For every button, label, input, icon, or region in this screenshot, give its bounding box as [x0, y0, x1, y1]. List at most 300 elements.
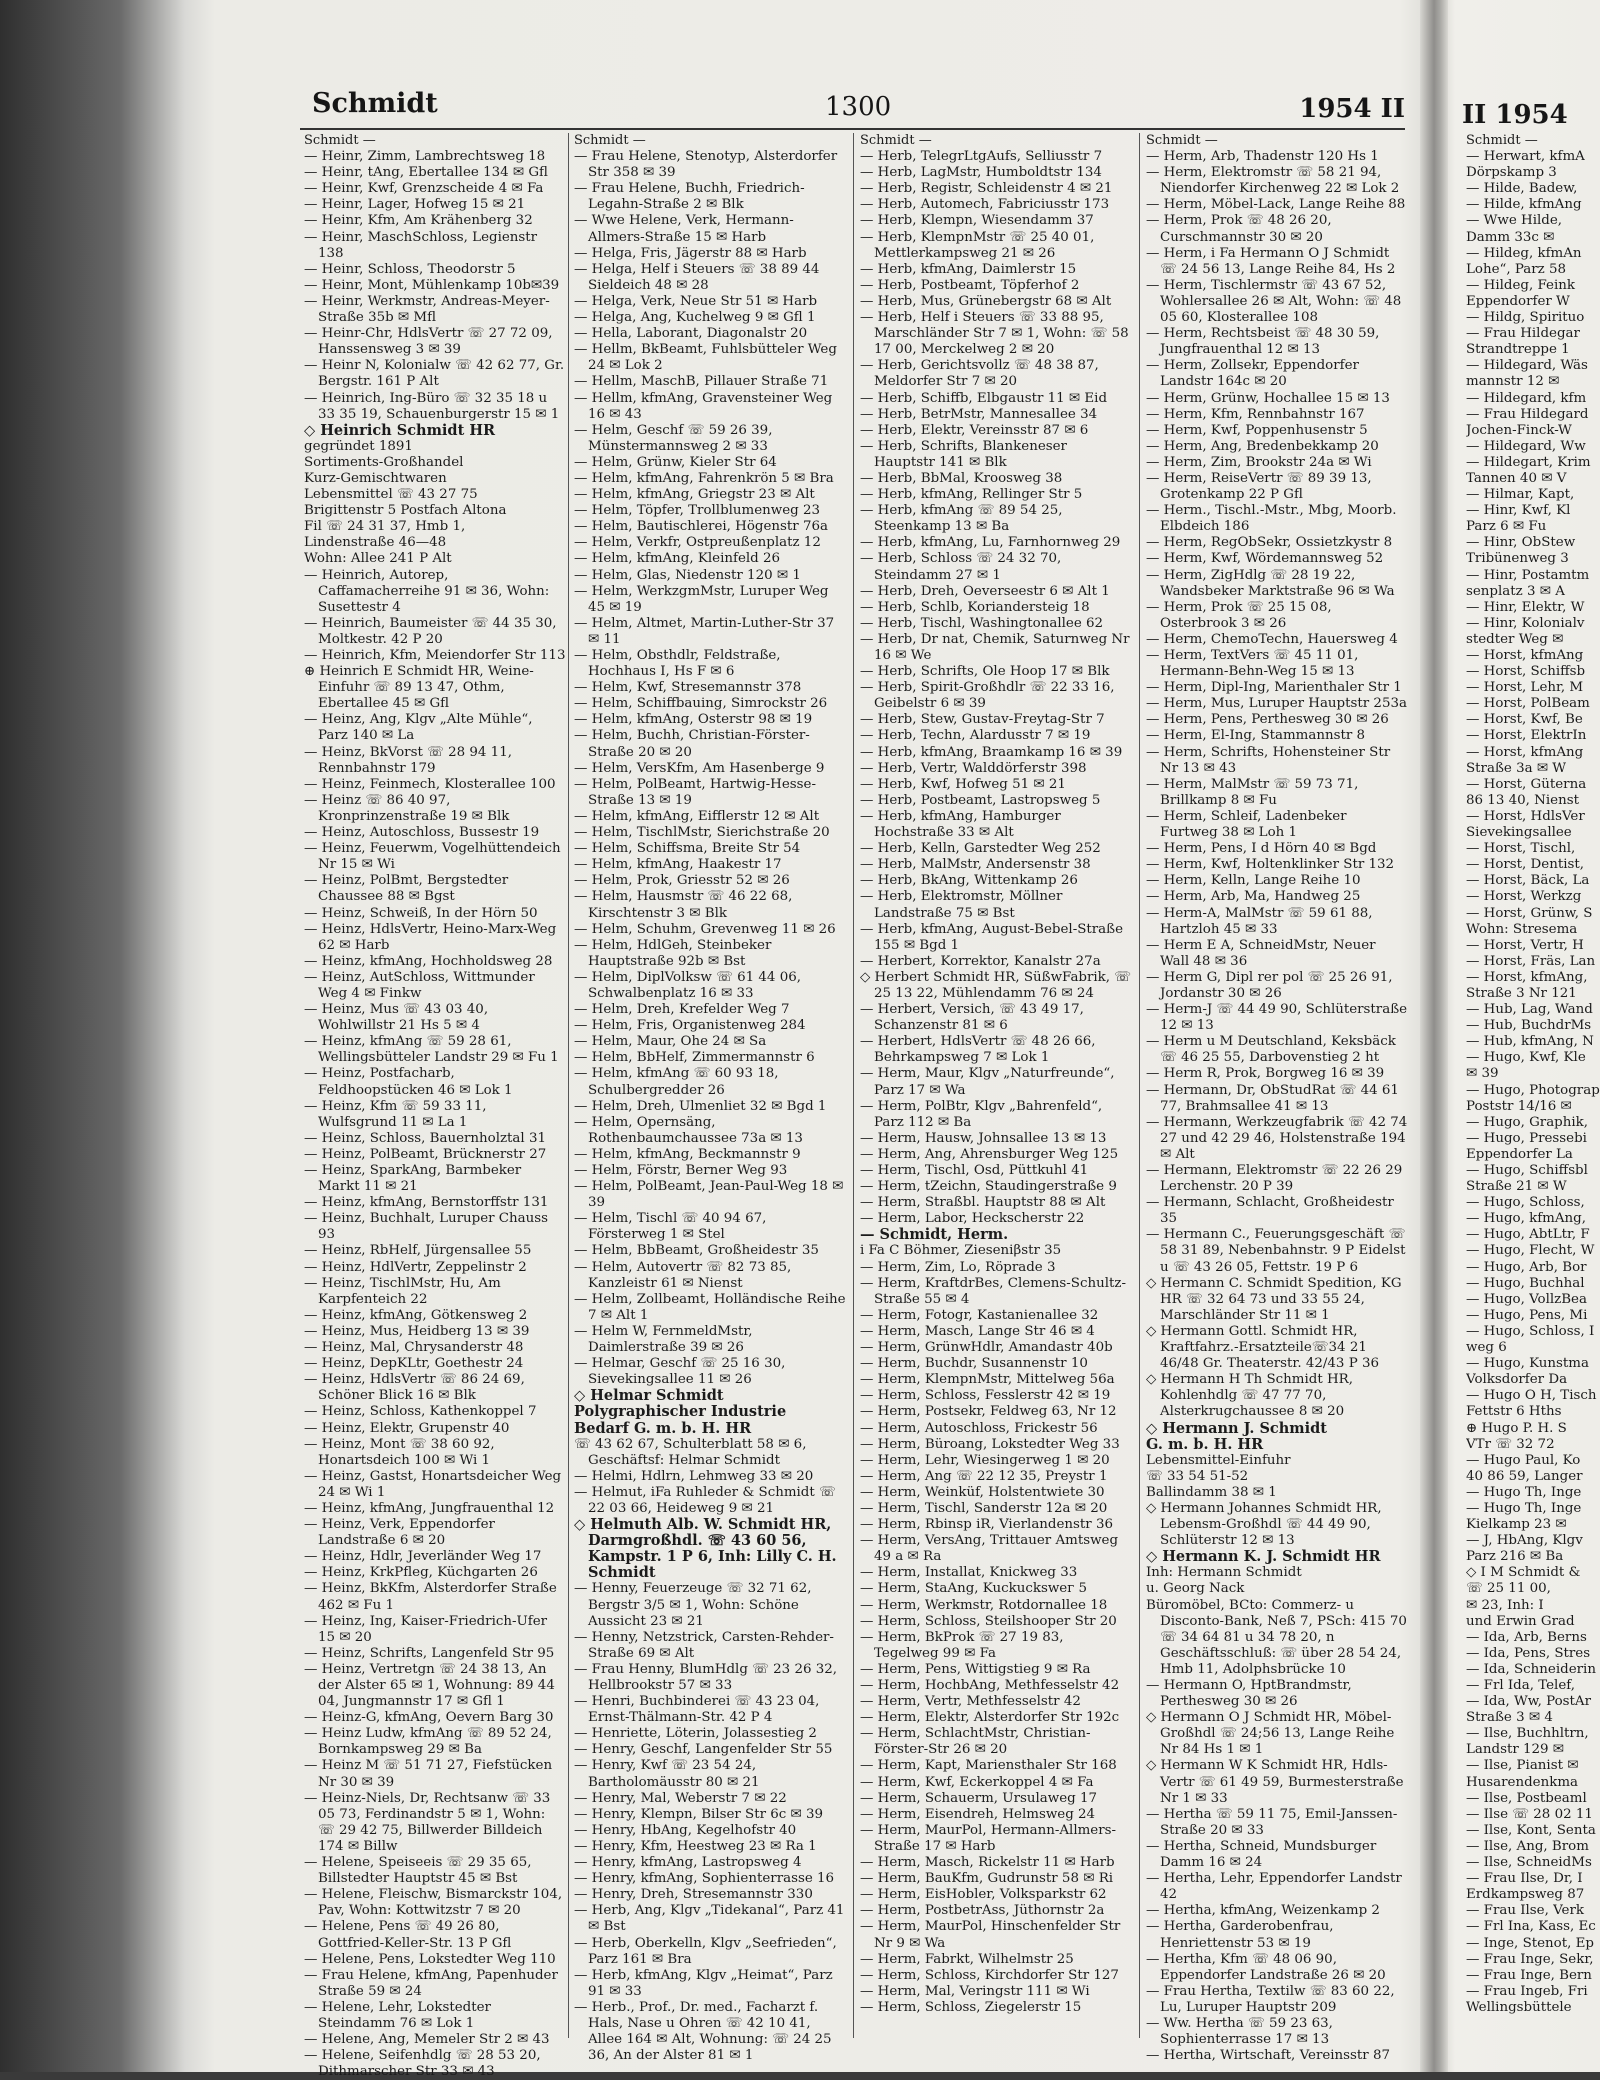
directory-entry: — Herbert, Korrektor, Kanalstr 27a: [860, 953, 1101, 969]
directory-entry: ☏ 33 54 51-52: [1146, 1468, 1249, 1484]
directory-entry: — Herm, Kwf, Wördemannsweg 52: [1146, 551, 1384, 567]
directory-entry: — Hertha, Garderobenfrau, Henriettenstr 53 ✉ 19: [1146, 1919, 1334, 1951]
directory-entry: — Helm, Prok, Griesstr 52 ✉ 26: [574, 873, 790, 889]
directory-entry: — Helm, Opernsäng, Rothenbaumchaussee 73a ✉ 13: [574, 1114, 803, 1146]
directory-entry: — Helm, kfmAng, Beckmannstr 9: [574, 1146, 801, 1162]
directory-entry: — Herm, Werkmstr, Rotdornallee 18: [860, 1597, 1108, 1613]
directory-entry: — Herm, Möbel-Lack, Lange Reihe 88: [1146, 197, 1406, 213]
directory-entry: — Frau Helene, kfmAng, Papenhuder Straße 59 ✉ 24: [304, 1967, 558, 1999]
directory-entry: — Frau Inge, Bern: [1466, 1967, 1592, 1983]
column-head: Schmidt —: [1146, 133, 1218, 148]
directory-entry: Parz 216 ✉ Ba: [1466, 1549, 1564, 1565]
directory-entry: — Herm u M Deutschland, Keksbäck ☏ 46 25 55, Darbovenstieg 2 ht: [1146, 1034, 1396, 1066]
directory-entry: — Herm, Arb, Thadenstr 120 Hs 1: [1146, 149, 1379, 165]
directory-entry: — Hella, Laborant, Diagonalstr 20: [574, 326, 808, 342]
directory-entry: — Hugo, Kunstma: [1466, 1356, 1589, 1372]
directory-entry: — Herm, Kwf, Eckerkoppel 4 ✉ Fa: [860, 1774, 1094, 1790]
directory-entry: — Herm, Straßbl. Hauptstr 88 ✉ Alt: [860, 1195, 1106, 1211]
directory-entry: — Frau Helene, Buchh, Friedrich-Legahn-Straße 2 ✉ Blk: [574, 181, 805, 213]
directory-entry: — Heinz, Ang, Klgv „Alte Mühle“, Parz 140 ✉ La: [304, 712, 533, 744]
directory-entry: ◇ Helmuth Alb. W. Schmidt HR, Darmgroßhdl. ☏ 43 60 56, Kampstr. 1 P 6, Inh: Lilly C. H. Schmidt: [574, 1516, 837, 1582]
directory-entry: — Wwe Hilde,: [1466, 213, 1563, 229]
directory-entry: — Frau Henny, BlumHdlg ☏ 23 26 32, Hellbrookstr 57 ✉ 33: [574, 1661, 838, 1693]
directory-entry: — Heinz, PolBmt, Bergstedter Chaussee 88 ✉ Bgst: [304, 873, 509, 905]
directory-entry: Lindenstraße 46—48: [304, 535, 447, 551]
directory-entry: — Frau Hildegard: [1466, 406, 1589, 422]
directory-entry: Lebensmittel ☏ 43 27 75: [304, 487, 478, 503]
directory-entry: — Heinz, kfmAng, Jungfrauenthal 12: [304, 1500, 555, 1516]
directory-entry: — Herm, ChemoTechn, Hauersweg 4: [1146, 631, 1398, 647]
directory-entry: — Helm, PolBeamt, Hartwig-Hesse-Straße 13 ✉ 19: [574, 776, 816, 808]
directory-entry: ✉ 39: [1466, 1066, 1499, 1082]
directory-entry: senplatz 3 ✉ A: [1466, 583, 1565, 599]
directory-entry: — Helm, Glas, Niedenstr 120 ✉ 1: [574, 567, 801, 583]
directory-entry: — Helm W, FernmeldMstr, Daimlerstraße 39 ✉ 26: [574, 1323, 753, 1356]
directory-entry: — Heinz, Mal, Chrysanderstr 48: [304, 1340, 524, 1356]
directory-entry: Kurz-Gemischtwaren: [304, 470, 447, 486]
directory-entry: — Herm-A, MalMstr ☏ 59 61 88, Hartzloh 45 ✉ 33: [1146, 905, 1373, 937]
directory-entry: — Heinz, kfmAng ☏ 59 28 61, Wellingsbütteler Landstr 29 ✉ Fu 1: [304, 1034, 559, 1066]
directory-entry: ◇ Hermann W K Schmidt HR, Hdls-Vertr ☏ 61 49 59, Burmesterstraße Nr 1 ✉ 33: [1146, 1758, 1404, 1806]
directory-entry: — Herm, Maur, Klgv „Naturfreunde“, Parz 17 ✉ Wa: [860, 1066, 1115, 1098]
directory-entry: — Herm, Tischl, Sanderstr 12a ✉ 20: [860, 1500, 1108, 1516]
directory-entry: 40 86 59, Langer: [1466, 1468, 1583, 1484]
directory-entry: — Hermann, Schlacht, Großheidestr 35: [1146, 1195, 1394, 1227]
directory-entry: — Helm, PolBeamt, Jean-Paul-Weg 18 ✉ 39: [574, 1179, 844, 1211]
directory-entry: — Horst, Werkzg: [1466, 889, 1582, 905]
directory-entry: — Herwart, kfmA: [1466, 149, 1585, 165]
directory-entry: — Herm, StaAng, Kuckuckswег 5: [860, 1581, 1088, 1597]
directory-entry: — Heinz, Hdlr, Jeverländer Weg 17: [304, 1549, 542, 1565]
directory-entry: — Hilde, Badew,: [1466, 181, 1578, 197]
directory-entry: — Herm, Zim, Brookstr 24a ✉ Wi: [1146, 454, 1372, 470]
directory-entry: — Herm, Zollsekr, Eppendorfer Landstr 164c ✉ 20: [1146, 358, 1359, 390]
directory-entry: mannstr 12 ✉: [1466, 374, 1560, 390]
directory-entry: — Heinz, HdlsVertr ☏ 86 24 69, Schöner Blick 16 ✉ Blk: [304, 1372, 525, 1404]
directory-entry: Eppendorfer La: [1466, 1146, 1573, 1162]
directory-entry: — Schmidt, Herm.: [860, 1226, 1009, 1244]
directory-entry: Erdkampsweg 87: [1466, 1887, 1585, 1903]
directory-entry: — Helm, VersKfm, Am Hasenberge 9: [574, 760, 825, 776]
directory-entry: — Helm, Obsthdlr, Feldstraße, Hochhaus I, Hs F ✉ 6: [574, 648, 781, 680]
directory-entry: Volksdorfer Da: [1466, 1372, 1568, 1388]
directory-entry: — Hub, Lag, Wand: [1466, 1002, 1593, 1018]
directory-entry: — Hinr, Kolonialv: [1466, 615, 1585, 631]
directory-entry: — Helm, Buchh, Christian-Förster-Straße 20 ✉ 20: [574, 728, 810, 760]
column-head: Schmidt —: [860, 133, 932, 148]
directory-entry: — Helm, kfmAng, Fahrenkrön 5 ✉ Bra: [574, 470, 834, 486]
directory-entry: — Helm, kfmAng, Griegstr 23 ✉ Alt: [574, 487, 815, 503]
directory-entry: — Henry, HbAng, Kegelhofstr 40: [574, 1822, 797, 1838]
directory-entry: — Herm, Tischlermstr ☏ 43 67 52, Wohlersallee 26 ✉ Alt, Wohn: ☏ 48 05 60, Klosterallee 108: [1146, 277, 1402, 326]
directory-column-3: [860, 133, 1132, 2016]
directory-entry: — Herm., Tischl.-Mstr., Mbg, Moorb. Elbdeich 186: [1146, 503, 1397, 535]
directory-entry: — Wwe Helene, Verk, Hermann-Allmers-Straße 15 ✉ Harb: [574, 213, 794, 245]
directory-entry: — Heinz M ☏ 51 71 27, Fiefstücken Nr 30 ✉ 39: [304, 1758, 553, 1790]
directory-entry: — Herm, Dipl-Ing, Marienthaler Str 1: [1146, 680, 1402, 696]
directory-entry: — Herm, Rbinsp iR, Vierlandenstr 36: [860, 1517, 1114, 1533]
directory-entry: — Heinz, Postfacharb, Feldhoopstücken 46 ✉ Lok 1: [304, 1066, 513, 1098]
directory-entry: — Hermann C., Feuerungsgeschäft ☏ 58 31 89, Nebenbahnstr. 9 P Eidelst u ☏ 43 26 05, Fettstr. 19 P 6: [1146, 1227, 1406, 1275]
directory-entry: — Herb, Techn, Alardusstr 7 ✉ 19: [860, 728, 1091, 744]
directory-entry: Straße 21 ✉ W: [1466, 1179, 1567, 1195]
directory-entry: — Hugo, Arb, Bor: [1466, 1259, 1587, 1275]
directory-entry: — Hertha, Schneid, Mundsburger Damm 16 ✉ 24: [1146, 1838, 1377, 1871]
directory-entry: — Herm, Kfm, Rennbahnstr 167: [1146, 406, 1365, 422]
directory-entry: — Helm, Zollbeamt, Holländische Reihe 7 ✉ Alt 1: [574, 1291, 846, 1323]
directory-entry: — Heinz-Niels, Dr, Rechtsanw ☏ 33 05 73, Ferdinandstr 5 ✉ 1, Wohn: ☏ 29 42 75, Billwerder Billdeich 174 ✉ Billw: [304, 1790, 551, 1854]
directory-entry: ◇ Hermann K. J. Schmidt HR: [1146, 1548, 1381, 1566]
directory-entry: — Horst, kfmAng,: [1466, 969, 1588, 985]
directory-entry: — Herm, Pens, Perthesweg 30 ✉ 26: [1146, 712, 1389, 728]
directory-entry: — Herm, Schleif, Ladenbeker Furtweg 38 ✉ Loh 1: [1146, 808, 1347, 841]
directory-entry: Straße 3 Nr 121: [1466, 985, 1577, 1001]
directory-entry: — Hub, kfmAng, N: [1466, 1034, 1594, 1050]
directory-entry: — Helm, Geschf ☏ 59 26 39, Münstermannsweg 2 ✉ 33: [574, 422, 773, 454]
directory-entry: — Horst, kfmAng: [1466, 744, 1584, 760]
directory-entry: — Herm, Grünw, Hochallee 15 ✉ 13: [1146, 390, 1390, 406]
directory-entry: VTr ☏ 32 72: [1466, 1436, 1555, 1452]
directory-entry: — Heinrich, Kfm, Meiendorfer Str 113: [304, 648, 566, 663]
directory-entry: — Heinz, Elektr, Grupenstr 40: [304, 1420, 510, 1436]
directory-entry: — Hugo O H, Tisch: [1466, 1388, 1597, 1404]
directory-entry: — Herb, BetrMstr, Mannesallee 34: [860, 406, 1098, 422]
page-header: [300, 88, 1405, 128]
header-page-number: 1300: [825, 92, 892, 122]
directory-entry: — Helene, Speiseeis ☏ 29 35 65, Billstedter Hauptstr 45 ✉ Bst: [304, 1855, 532, 1887]
directory-entry: — Herb, kfmAng, Lu, Farnhornweg 29: [860, 535, 1121, 551]
directory-entry: — Ww. Hertha ☏ 59 23 63, Sophienterrasse 17 ✉ 13: [1146, 2015, 1333, 2048]
directory-entry: — Herm, Masch, Lange Str 46 ✉ 4: [860, 1323, 1095, 1339]
directory-entry: — Herm, Arb, Ma, Handweg 25: [1146, 889, 1361, 905]
directory-entry: — Henry, Kfm, Heestweg 23 ✉ Ra 1: [574, 1838, 817, 1854]
directory-entry: — Heinz, Schloss, Kathenkoppel 7: [304, 1404, 537, 1420]
directory-entry: — Hugo, kfmAng,: [1466, 1211, 1586, 1227]
directory-entry: Sortiments-Großhandel: [304, 454, 464, 470]
directory-entry: — Heinz, Autoschloss, Bussestr 19: [304, 825, 540, 841]
directory-entry: — Heinz, Mont ☏ 38 60 92, Honartsdeich 100 ✉ Wi 1: [304, 1436, 495, 1468]
directory-entry: — Herm, Tischl, Osd, Püttkuhl 41: [860, 1163, 1089, 1178]
directory-entry: Landstr 129 ✉: [1466, 1742, 1565, 1758]
directory-entry: Inh: Hermann Schmidt: [1146, 1565, 1302, 1581]
directory-entry: ◇ Hermann H Th Schmidt HR, Kohlenhdlg ☏ 47 77 70, Alsterkrugchaussee 8 ✉ 20: [1146, 1372, 1353, 1420]
directory-entry: — Horst, HdlsVer: [1466, 808, 1585, 824]
directory-entry: — Herm, EisHobler, Volksparkstr 62: [860, 1887, 1107, 1903]
directory-entry: — Herb, Kelln, Garstedter Weg 252: [860, 841, 1101, 857]
directory-entry: — Helm, HdlGeh, Steinbeker Hauptstraße 92b ✉ Bst: [574, 937, 772, 969]
directory-entry: — Hugo, Schloss, I: [1466, 1323, 1595, 1339]
directory-entry: — Frau Inge, Sekr,: [1466, 1951, 1594, 1967]
directory-entry: — Helm, Schuhm, Grevenweg 11 ✉ 26: [574, 921, 836, 937]
directory-entry: Bedarf G. m. b. H. HR: [574, 1419, 752, 1437]
directory-entry: — Hildegard, Ww: [1466, 438, 1586, 454]
directory-entry: — Heinz, kfmAng, Götkensweg 2: [304, 1307, 528, 1323]
directory-entry: — Ida, Pens, Stres: [1466, 1645, 1591, 1661]
directory-entry: — Herb, Elektromstr, Möllner Landstraße 75 ✉ Bst: [860, 889, 1063, 921]
directory-entry: — Helene, Lehr, Lokstedter Steindamm 76 ✉ Lok 1: [304, 1999, 491, 2031]
directory-entry: ✉ 23, Inh: I: [1466, 1597, 1544, 1613]
directory-entry: — Herm, BauKfm, Gudrunstr 58 ✉ Ri: [860, 1871, 1114, 1887]
directory-entry: — Herm, Elektromstr ☏ 58 21 94, Niendorfer Kirchenweg 22 ✉ Lok 2: [1146, 165, 1400, 197]
directory-entry: — Helm, Fris, Organistenweg 284: [574, 1018, 806, 1034]
directory-entry: — Herb, BkAng, Wittenkamp 26: [860, 873, 1078, 889]
directory-entry: — Herb, kfmAng, Daimlerstr 15: [860, 261, 1077, 277]
directory-entry: — Helm, TischlMstr, Sierichstraße 20: [574, 825, 830, 841]
directory-entry: — Hinr, Kwf, Kl: [1466, 503, 1571, 519]
directory-entry: Fil ☏ 24 31 37, Hmb 1,: [304, 519, 466, 535]
directory-entry: — Herb, kfmAng, Klgv „Heimat“, Parz 91 ✉ 33: [574, 1967, 833, 1999]
directory-entry: — Heinz, Gastst, Honartsdeicher Weg 24 ✉ Wi 1: [304, 1468, 562, 1500]
directory-entry: — Herm, tZeichn, Staudingerstraße 9: [860, 1179, 1117, 1195]
directory-entry: — Heinz, HdlsVertr, Heino-Marx-Weg 62 ✉ Harb: [304, 921, 557, 953]
directory-entry: — Herm-J ☏ 44 49 90, Schlüterstraße 12 ✉ 13: [1146, 1002, 1408, 1034]
directory-entry: — Hugo Paul, Ko: [1466, 1452, 1581, 1468]
directory-entry: — Hildegart, Krim: [1466, 454, 1591, 470]
directory-entry: — Horst, Lehr, M: [1466, 680, 1584, 696]
directory-entry: — Heinz, Schloss, Bauernholztal 31: [304, 1130, 546, 1146]
directory-entry: — Hellm, BkBeamt, Fuhlsbütteler Weg 24 ✉ Lok 2: [574, 342, 837, 374]
directory-entry: — Heinz, Schrifts, Langenfeld Str 95: [304, 1645, 555, 1661]
directory-entry: Tribünenweg 3: [1466, 551, 1569, 567]
directory-entry: — Herm G, Dipl rer pol ☏ 25 26 91, Jordanstr 30 ✉ 26: [1146, 969, 1393, 1001]
directory-entry: — Herb, Schrifts, Ole Hoop 17 ✉ Blk: [860, 664, 1110, 680]
directory-entry: — Herm, PostbetrAss, Jüthornstr 2a: [860, 1903, 1105, 1919]
directory-entry: — Herb, Kwf, Hofweg 51 ✉ 21: [860, 776, 1066, 792]
directory-entry: — Herm, Autoschloss, Frickestr 56: [860, 1420, 1098, 1436]
directory-entry: — Helm, BbBeamt, Großheidestr 35: [574, 1243, 819, 1259]
directory-entry: — Heinz, kfmAng, Bernstorffstr 131: [304, 1195, 549, 1211]
directory-entry: G. m. b. H. HR: [1146, 1435, 1264, 1453]
directory-entry: — Helene, Ang, Memeler Str 2 ✉ 43: [304, 2032, 550, 2048]
directory-entry: — Helm, Hausmstr ☏ 46 22 68, Kirschtenstr 3 ✉ Blk: [574, 889, 793, 921]
directory-entry: — Herb, Helf i Steuers ☏ 33 88 95, Marschländer Str 7 ✉ 1, Wohn: ☏ 58 17 00, Merckelweg 2 ✉ 20: [860, 310, 1129, 358]
directory-entry: — Herm, Mal, Veringstr 111 ✉ Wi: [860, 1983, 1090, 1999]
directory-entry: ◇ Heinrich Schmidt HR: [304, 421, 496, 439]
directory-entry: — Herb, KlempnMstr ☏ 25 40 01, Mettlerkampsweg 21 ✉ 26: [860, 229, 1095, 261]
directory-entry: — Hertha, Wirtschaft, Vereinsstr 87: [1146, 2048, 1390, 2064]
directory-entry: — Herm, TextVers ☏ 45 11 01, Hermann-Behn-Weg 15 ✉ 13: [1146, 648, 1359, 680]
directory-entry: — Horst, ElektrIn: [1466, 728, 1587, 744]
directory-entry: — Herm, Fabrkt, Wilhelmstr 25: [860, 1951, 1074, 1967]
directory-entry: — Horst, PolBeam: [1466, 696, 1590, 712]
directory-entry: Fettstr 6 Hths: [1466, 1404, 1562, 1420]
directory-entry: — Herm, Hausw, Johnsallee 13 ✉ 13: [860, 1130, 1107, 1146]
directory-entry: — Helm, BbHelf, Zimmermannstr 6: [574, 1050, 815, 1066]
directory-entry: — Herb, Stew, Gustav-Freytag-Str 7: [860, 712, 1105, 728]
directory-entry: — Herm, Kelln, Lange Reihe 10: [1146, 873, 1361, 889]
directory-entry: — Helene, Seifenhdlg ☏ 28 53 20, Dithmarscher Str 33 ✉ 43: [304, 2048, 541, 2080]
directory-entry: — Herb, Dr nat, Chemik, Saturnweg Nr 16 ✉ We: [860, 631, 1130, 663]
directory-entry: — Herb, Schrifts, Blankeneser Hauptstr 141 ✉ Blk: [860, 438, 1067, 470]
directory-entry: — Herm, RegObSekr, Ossietzkystr 8: [1146, 535, 1393, 551]
directory-entry: — Herm, VersAng, Trittauer Amtsweg 49 a ✉ Ra: [860, 1533, 1119, 1565]
directory-entry: — Herb, Elektr, Vereinsstr 87 ✉ 6: [860, 422, 1089, 438]
directory-entry: — Hilmar, Kapt,: [1466, 487, 1575, 503]
directory-entry: — Horst, Kwf, Be: [1466, 712, 1583, 728]
directory-entry: — Heinz, Mus, Heidberg 13 ✉ 39: [304, 1323, 530, 1339]
directory-entry: — Heinz, Schweiß, In der Hörn 50: [304, 905, 538, 921]
directory-entry: — Hertha, kfmAng, Weizenkamp 2: [1146, 1903, 1380, 1919]
directory-entry: — Herm, MaurPol, Hinschenfelder Str Nr 9 ✉ Wa: [860, 1919, 1121, 1951]
directory-entry: — Hugo Th, Inge: [1466, 1500, 1582, 1516]
directory-entry: — Heinz, RbHelf, Jürgensallee 55: [304, 1243, 532, 1259]
directory-entry: ◇ Hermann Johannes Schmidt HR, Lebensm-Großhdl ☏ 44 49 90, Schlüterstr 12 ✉ 13: [1146, 1500, 1382, 1549]
directory-entry: — Hellm, MaschB, Pillauer Straße 71: [574, 374, 829, 390]
directory-entry: — Herm, Installat, Knickweg 33: [860, 1565, 1078, 1581]
directory-entry: — Heinz, BkKfm, Alsterdorfer Straße 462 ✉ Fu 1: [304, 1581, 557, 1613]
directory-entry: — Heinr, MaschSchloss, Legienstr 138: [304, 229, 538, 261]
directory-entry: Damm 33c ✉: [1466, 229, 1555, 245]
directory-entry: und Erwin Grad: [1466, 1613, 1575, 1629]
directory-entry: — Herm, ReiseVertr ☏ 89 39 13, Grotenkamp 22 P Gfl: [1146, 470, 1372, 503]
column-divider: [568, 133, 569, 2038]
directory-entry: — Herm, HochbAng, Methfesselstr 42: [860, 1678, 1120, 1693]
directory-entry: Wellingsbüttele: [1466, 1999, 1572, 2015]
directory-entry: — Herb, Klempn, Wiesendamm 37: [860, 213, 1094, 229]
directory-entry: — Herm, PolBtr, Klgv „Bahrenfeld“, Parz 112 ✉ Ba: [860, 1098, 1103, 1130]
directory-entry: — Hertha, Kfm ☏ 48 06 90, Eppendorfer Landstraße 26 ✉ 20: [1146, 1951, 1386, 1983]
directory-entry: — Heinz, TischlMstr, Hu, Am Karpfenteich 22: [304, 1275, 501, 1307]
directory-entry: — Helm, Altmet, Martin-Luther-Str 37 ✉ 11: [574, 615, 835, 647]
directory-entry: ◇ Hermann J. Schmidt: [1146, 1419, 1327, 1437]
directory-entry: — Heinr, Mont, Mühlenkamp 10b✉39: [304, 277, 560, 293]
directory-entry: — Herb, kfmAng ☏ 89 54 25, Steenkamp 13 ✉ Ba: [860, 503, 1063, 535]
directory-entry: — Herm, Eisendreh, Helmsweg 24: [860, 1806, 1096, 1822]
directory-entry: — Herm, KraftdrBes, Clemens-Schultz-Straße 55 ✉ 4: [860, 1275, 1126, 1307]
directory-entry: — Henry, kfmAng, Sophienterrasse 16: [574, 1871, 835, 1887]
directory-entry: — Hugo, Kwf, Kle: [1466, 1050, 1586, 1066]
directory-entry: — Hildeg, kfmAn: [1466, 245, 1582, 261]
directory-entry: — Herm, Mus, Luruper Hauptstr 253a: [1146, 696, 1407, 712]
directory-entry: — Herb, Ang, Klgv „Tidekanal“, Parz 41 ✉ Bst: [574, 1903, 845, 1935]
directory-column-2: [574, 133, 846, 2064]
directory-entry: Poststr 14/16 ✉: [1466, 1098, 1572, 1114]
directory-entry: i Fa C Böhmer, Zieseniβstr 35: [860, 1243, 1062, 1259]
directory-entry: — Helm, kfmAng, Haakestr 17: [574, 857, 782, 873]
directory-entry: — Ilse, Pianist ✉: [1466, 1758, 1579, 1774]
directory-entry: — Heinz, PolBeamt, Brücknerstr 27: [304, 1146, 547, 1162]
directory-entry: — Horst, Bäck, La: [1466, 873, 1590, 889]
directory-entry: — Hellm, kfmAng, Gravensteiner Weg 16 ✉ 43: [574, 390, 833, 422]
directory-entry: ⊕ Heinrich E Schmidt HR, Weine-Einfuhr ☏ 89 13 47, Othm, Ebertallee 45 ✉ Gfl: [304, 664, 534, 712]
directory-entry: — Herm, Lehr, Wiesingerweg 1 ✉ 20: [860, 1452, 1110, 1468]
directory-entry: — Heinr, Schloss, Theodorstr 5: [304, 261, 516, 277]
directory-entry: — Heinz, Buchhalt, Luruper Chauss 93: [304, 1211, 549, 1243]
directory-entry: — Heinrich, Autorep, Caffamacherreihe 91 ✉ 36, Wohn: Susettestr 4: [304, 567, 550, 615]
directory-entry: Straße 3a ✉ W: [1466, 760, 1567, 776]
directory-entry: — Helm, Schiffbauing, Simrockstr 26: [574, 696, 828, 712]
directory-entry: — Heinz, Verk, Eppendorfer Landstraße 6 ✉ 20: [304, 1517, 495, 1549]
directory-entry: — Herb, Postbeamt, Töpferhof 2: [860, 277, 1080, 293]
directory-entry: — Horst, Dentist,: [1466, 857, 1585, 873]
directory-entry: — J, HbAng, Klgv: [1466, 1533, 1583, 1549]
directory-entry: — Herb, Spirit-Großhdlr ☏ 22 33 16, Geibelstr 6 ✉ 39: [860, 680, 1115, 712]
directory-entry: — Helene, Pens, Lokstedter Weg 110: [304, 1951, 556, 1967]
directory-entry: — Henry, Kwf ☏ 23 54 24, Bartholomäusstr 80 ✉ 21: [574, 1758, 760, 1790]
directory-entry: — Herb, Gerichtsvollz ☏ 48 38 87, Meldorfer Str 7 ✉ 20: [860, 358, 1099, 390]
directory-entry: — Helmi, Hdlrn, Lehmweg 33 ✉ 20: [574, 1468, 814, 1484]
directory-entry: — Heinz, Feinmech, Klosterallee 100: [304, 776, 556, 792]
directory-entry: — Herb, Registr, Schleidenstr 4 ✉ 21: [860, 181, 1113, 197]
directory-entry: — Henriette, Löterin, Jolassestieg 2: [574, 1726, 817, 1742]
directory-entry: — Helm, Maur, Ohe 24 ✉ Sa: [574, 1034, 767, 1050]
directory-entry: Strandtreppe 1: [1466, 342, 1570, 358]
directory-entry: — Herb, Dreh, Oeverseestr 6 ✉ Alt 1: [860, 583, 1110, 599]
directory-entry: — Herb, kfmAng, Braamkamp 16 ✉ 39: [860, 744, 1123, 760]
directory-entry: — Hinr, Elektr, W: [1466, 599, 1585, 615]
directory-entry: — Herm, MalMstr ☏ 59 73 71, Brillkamp 8 ✉ Fu: [1146, 776, 1359, 808]
directory-entry: Büromöbel, BCto: Commerz- u Disconto-Bank, Neß 7, PSch: 415 70 ☏ 34 64 81 u 34 78 20, n Geschäftsschluß: ☏ über 28 54 24, Hmb 11, Adolphsbrücke 10: [1146, 1597, 1407, 1677]
directory-entry: — Herb, Postbeamt, Lastropsweg 5: [860, 792, 1101, 808]
directory-entry: — Herm, Buchdr, Susannenstr 10: [860, 1356, 1088, 1372]
directory-entry: — Hinr, Postamtm: [1466, 567, 1590, 583]
directory-entry: — Helm, WerkzgmMstr, Luruper Weg 45 ✉ 19: [574, 583, 829, 615]
directory-entry: — Herm E A, SchneidMstr, Neuer Wall 48 ✉ 36: [1146, 937, 1376, 969]
directory-entry: — Hildegard, kfm: [1466, 390, 1587, 406]
directory-entry: — Helm, Töpfer, Trollblumenweg 23: [574, 503, 821, 519]
directory-entry: — Herm, SchlachtMstr, Christian-Förster-Str 26 ✉ 20: [860, 1726, 1091, 1758]
directory-entry: — Helene, Fleischw, Bismarckstr 104, Pav, Wohn: Kottwitzstr 7 ✉ 20: [304, 1887, 563, 1919]
directory-entry: — Herm, Rechtsbeist ☏ 48 30 59, Jungfrauenthal 12 ✉ 13: [1146, 326, 1380, 358]
directory-entry: — Hertha, Lehr, Eppendorfer Landstr 42: [1146, 1871, 1402, 1903]
directory-entry: — Hermann, Elektromstr ☏ 22 26 29 Lerchenstr. 20 P 39: [1146, 1163, 1403, 1195]
directory-entry: — Herb, Mus, Grünebergstr 68 ✉ Alt: [860, 293, 1112, 309]
directory-entry: — Ilse, Ang, Brom: [1466, 1838, 1589, 1854]
directory-entry: — Hugo, AbtLtr, F: [1466, 1227, 1590, 1243]
directory-entry: — Herm, Pens, I d Hörn 40 ✉ Bgd: [1146, 841, 1377, 857]
directory-entry: — Inge, Stenot, Ep: [1466, 1935, 1594, 1951]
directory-entry: — Herm, Schloss, Fesslerstr 42 ✉ 19: [860, 1388, 1111, 1404]
directory-entry: — Horst, Güterna: [1466, 776, 1587, 792]
directory-entry: — Herm, Schauerm, Ursulaweg 17: [860, 1790, 1098, 1806]
directory-entry: Ballindamm 38 ✉ 1: [1146, 1484, 1277, 1500]
directory-entry: — Hildeg, Feink: [1466, 277, 1575, 293]
directory-entry: — Hermann, Dr, ObStudRat ☏ 44 61 77, Brahmsallee 41 ✉ 13: [1146, 1082, 1399, 1114]
directory-entry: — Herb, kfmAng, August-Bebel-Straße 155 ✉ Bgd 1: [860, 921, 1124, 953]
column-head: Schmidt —: [1466, 133, 1538, 148]
directory-entry: ◇ Helmar Schmidt: [574, 1387, 724, 1405]
directory-entry: — Hugo, Schiffsbl: [1466, 1163, 1588, 1178]
directory-entry: — Herb, Automech, Fabriciusstr 173: [860, 197, 1110, 213]
directory-entry: — Heinz Ludw, kfmAng ☏ 89 52 24, Bornkampsweg 29 ✉ Ba: [304, 1726, 552, 1758]
directory-entry: — Heinr, Zimm, Lambrechtsweg 18: [304, 149, 546, 165]
directory-entry: — Herm, Ang, Bredenbekkamp 20: [1146, 438, 1379, 454]
directory-entry: ☏ 25 11 00,: [1466, 1581, 1551, 1597]
directory-entry: — Herm, Schloss, Kirchdorfer Str 127: [860, 1967, 1119, 1983]
header-surname: Schmidt: [312, 88, 438, 119]
directory-entry: — Horst, Fräs, Lan: [1466, 953, 1596, 969]
directory-entry: — Herm, Masch, Rickelstr 11 ✉ Harb: [860, 1855, 1115, 1871]
directory-entry: — Herb, Schloss ☏ 24 32 70, Steindamm 27 ✉ 1: [860, 551, 1062, 583]
directory-entry: — Horst, Schiffsb: [1466, 664, 1586, 680]
directory-entry: Jochen-Finck-W: [1466, 422, 1572, 438]
directory-entry: — Ida, Schneiderin: [1466, 1661, 1596, 1677]
directory-entry: — Helm, Förstr, Berner Weg 93: [574, 1163, 788, 1178]
column-head: Schmidt —: [574, 133, 646, 148]
directory-entry: Parz 6 ✉ Fu: [1466, 519, 1547, 535]
directory-entry: 86 13 40, Nienst: [1466, 792, 1579, 808]
directory-entry: — Heinz, Mus ☏ 43 03 40, Wohlwillstr 21 Hs 5 ✉ 4: [304, 1002, 489, 1034]
directory-entry: Tannen 40 ✉ V: [1466, 470, 1567, 486]
directory-entry: — Herm, GrünwHdlr, Amandastr 40b: [860, 1340, 1113, 1356]
directory-entry: — Hugo, Schloss,: [1466, 1195, 1585, 1211]
directory-entry: — Heinrich, Ing-Büro ☏ 32 35 18 u 33 35 19, Schauenburgerstr 15 ✉ 1: [304, 390, 560, 422]
directory-entry: — Herb, MalMstr, Andersenstr 38: [860, 857, 1091, 873]
directory-entry: stedter Weg ✉: [1466, 631, 1564, 647]
directory-entry: — Helm, Autovertr ☏ 82 73 85, Kanzleistr 61 ✉ Nienst: [574, 1259, 792, 1291]
directory-entry: — Horst, Vertr, H: [1466, 937, 1584, 953]
directory-entry: — Herm, ZigHdlg ☏ 28 19 22, Wandsbeker Marktstraße 96 ✉ Wa: [1146, 567, 1395, 599]
